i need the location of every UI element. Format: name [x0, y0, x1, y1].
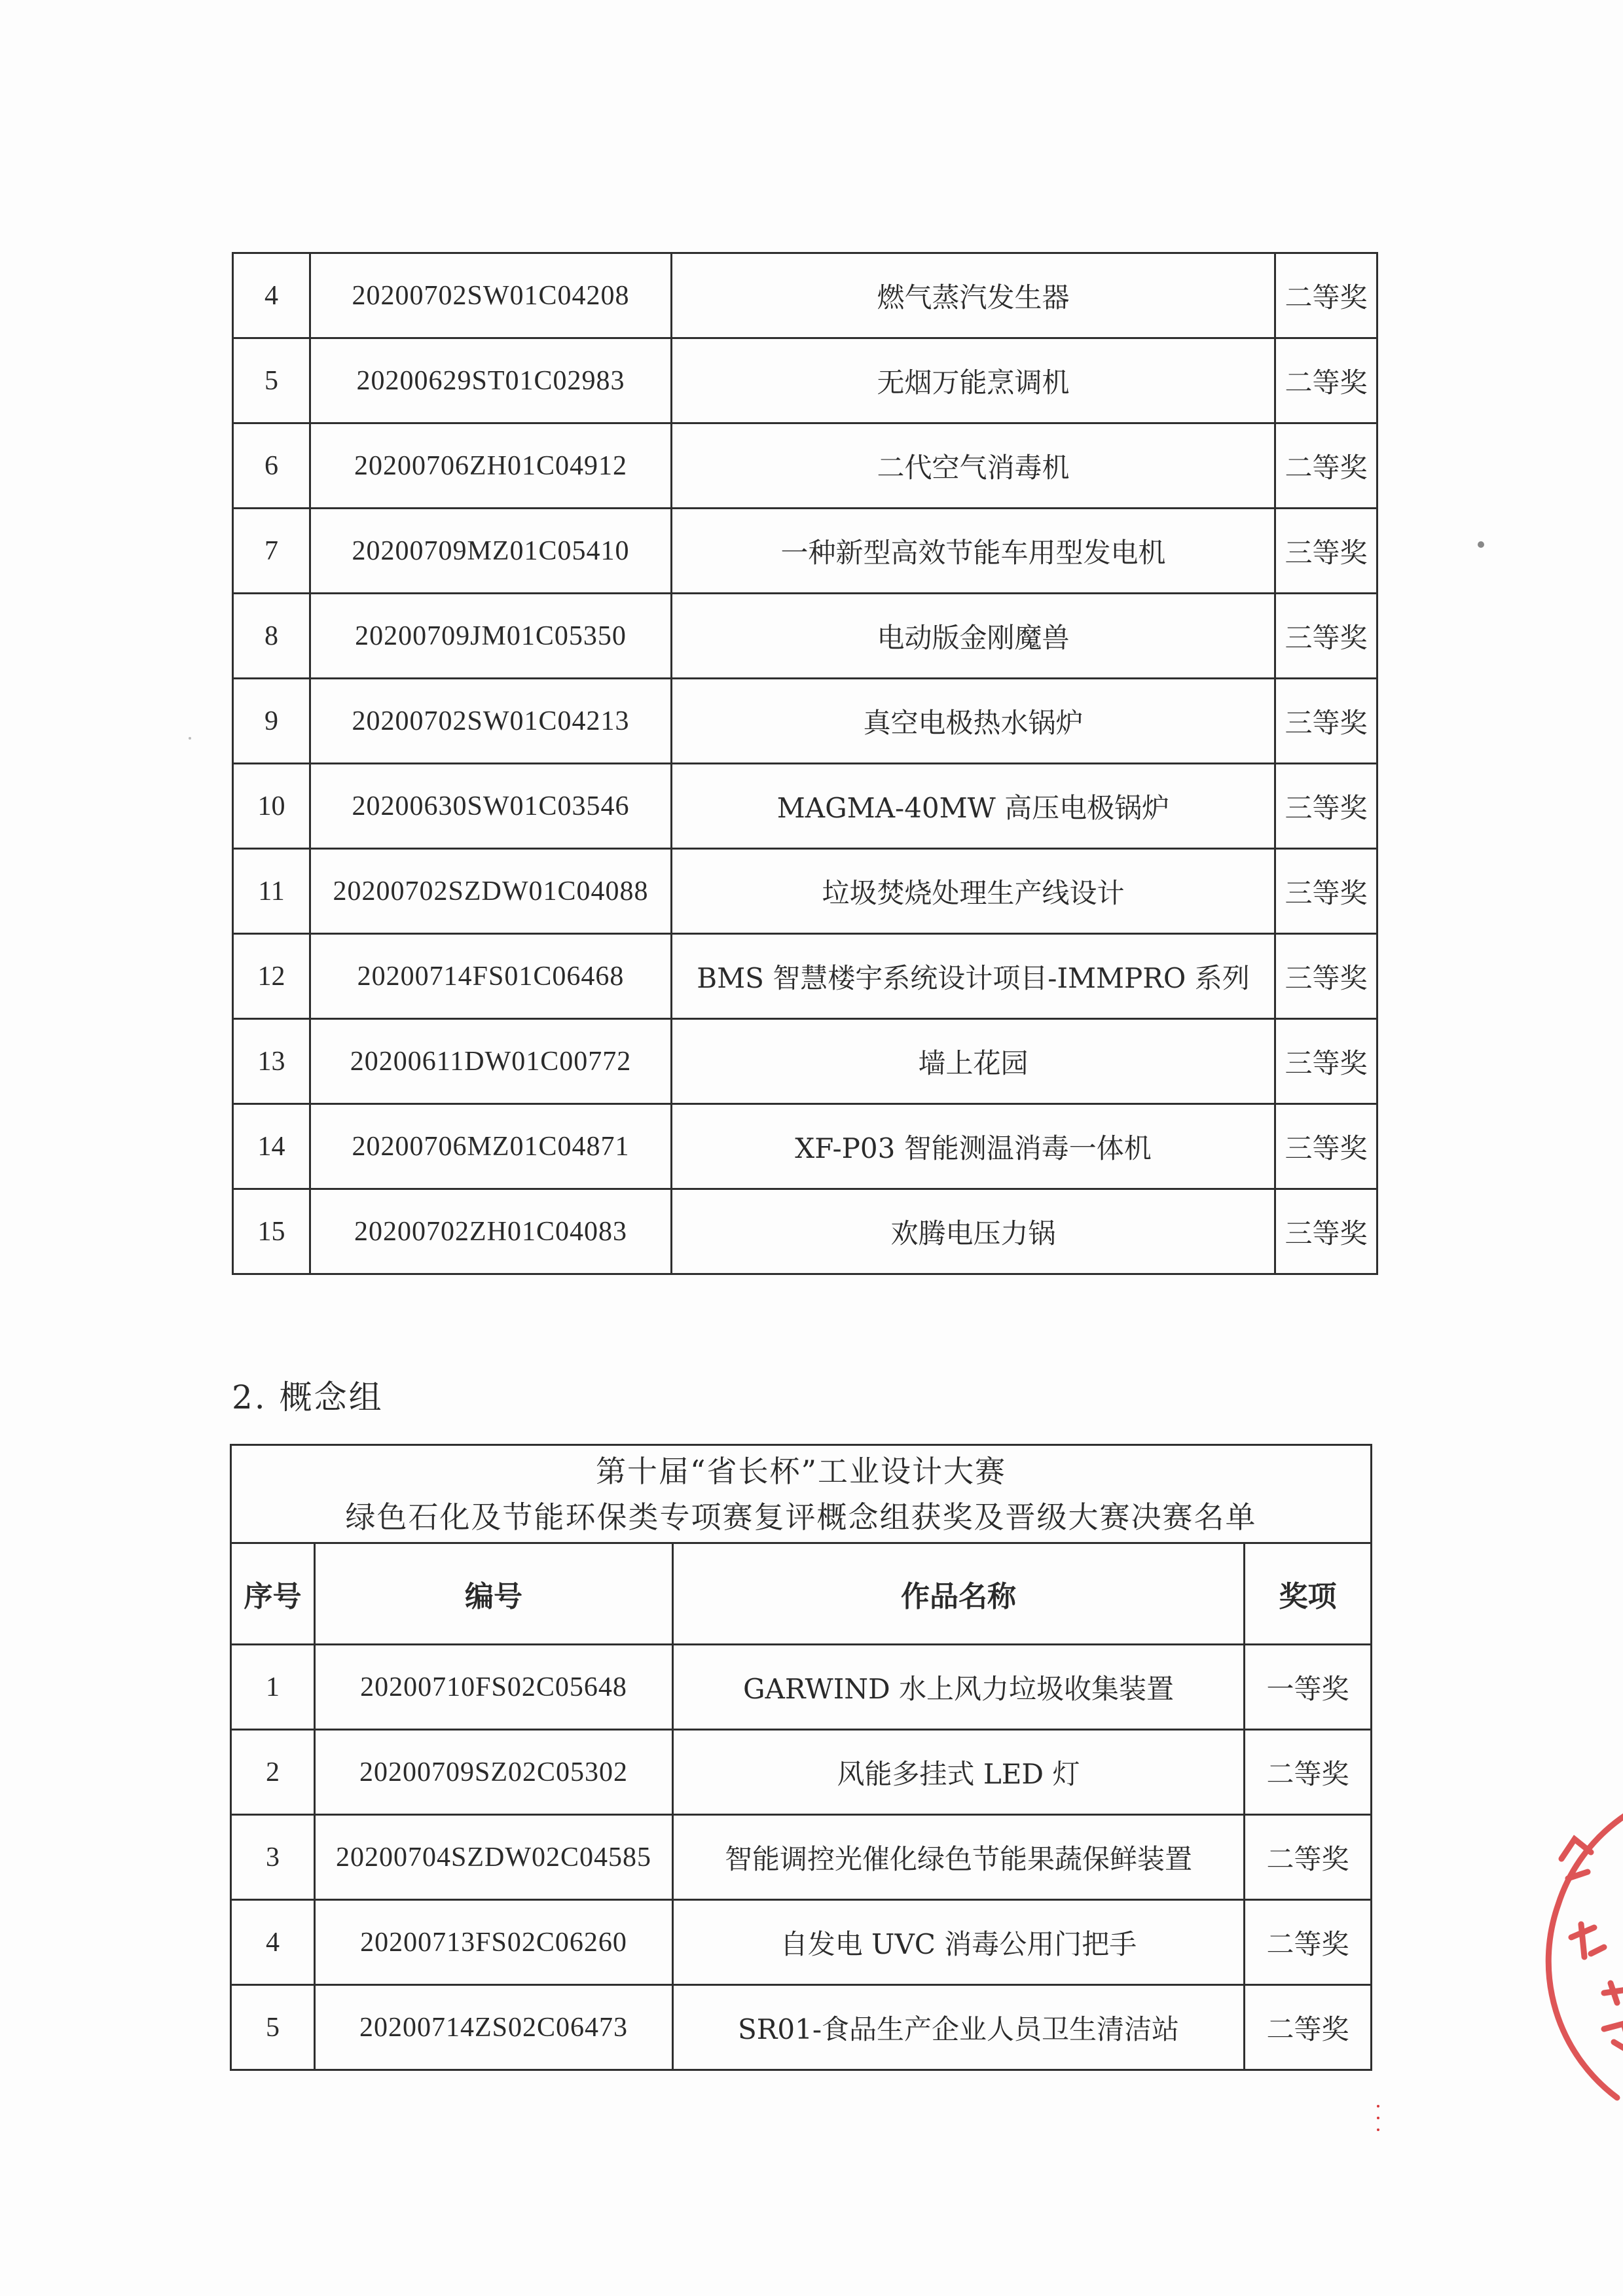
row-number: 14: [233, 1104, 310, 1189]
table-row: [233, 338, 1377, 423]
entry-code: 20200714ZS02C06473: [315, 1985, 673, 2070]
entry-name: 垃圾焚烧处理生产线设计: [672, 849, 1275, 934]
table-header-row: [231, 1543, 1372, 1645]
row-number: 3: [231, 1815, 315, 1900]
entry-code: 20200710FS02C05648: [315, 1645, 673, 1730]
entry-award: 二等奖: [1245, 1985, 1372, 2070]
entry-award: 二等奖: [1245, 1730, 1372, 1815]
row-number: 6: [233, 423, 310, 509]
row-number: 5: [233, 338, 310, 423]
entry-code: 20200702ZH01C04083: [310, 1189, 672, 1274]
row-number: 7: [233, 509, 310, 594]
entry-award: 二等奖: [1275, 423, 1377, 509]
row-number: 15: [233, 1189, 310, 1274]
entry-award: 三等奖: [1275, 934, 1377, 1019]
table-row: [233, 594, 1377, 679]
entry-code: 20200706MZ01C04871: [310, 1104, 672, 1189]
entry-code: 20200702SZDW01C04088: [310, 849, 672, 934]
row-number: 8: [233, 594, 310, 679]
entry-name: 真空电极热水锅炉: [672, 679, 1275, 764]
awards-table-body: [233, 253, 1377, 1274]
entry-award: 二等奖: [1275, 253, 1377, 338]
entry-code: 20200709MZ01C05410: [310, 509, 672, 594]
entry-award: 三等奖: [1275, 849, 1377, 934]
table-row: [233, 849, 1377, 934]
entry-code: 20200709SZ02C05302: [315, 1730, 673, 1815]
concept-group-awards-table: [230, 1444, 1372, 2071]
table-title-line-2: 绿色石化及节能环保类专项赛复评概念组获奖及晋级大赛决赛名单: [345, 1499, 1257, 1535]
row-number: 10: [233, 764, 310, 849]
row-number: 9: [233, 679, 310, 764]
entry-code: 20200706ZH01C04912: [310, 423, 672, 509]
entry-name: 一种新型高效节能车用型发电机: [672, 509, 1275, 594]
table-title-line-1: 第十届“省长杯”工业设计大赛: [595, 1453, 1007, 1489]
entry-code: 20200702SW01C04213: [310, 679, 672, 764]
table-row: [231, 1815, 1372, 1900]
entry-code: 20200714FS01C06468: [310, 934, 672, 1019]
entry-name: 燃气蒸汽发生器: [672, 253, 1275, 338]
row-number: 12: [233, 934, 310, 1019]
table-row: [233, 679, 1377, 764]
entry-award: 三等奖: [1275, 594, 1377, 679]
entry-code: 20200702SW01C04208: [310, 253, 672, 338]
entry-award: 三等奖: [1275, 679, 1377, 764]
table-row: [231, 1645, 1372, 1730]
table-title: [231, 1445, 1372, 1543]
entry-name: BMS 智慧楼宇系统设计项目-IMMPRO 系列: [672, 934, 1275, 1019]
header-award: 奖项: [1245, 1543, 1372, 1645]
entry-name: 风能多挂式 LED 灯: [673, 1730, 1245, 1815]
entry-award: 三等奖: [1275, 1019, 1377, 1104]
entry-code: 20200611DW01C00772: [310, 1019, 672, 1104]
entry-award: 二等奖: [1275, 338, 1377, 423]
row-number: 11: [233, 849, 310, 934]
row-number: 5: [231, 1985, 315, 2070]
table-row: [233, 253, 1377, 338]
entry-name: MAGMA-40MW 高压电极锅炉: [672, 764, 1275, 849]
entry-name: GARWIND 水上风力垃圾收集装置: [673, 1645, 1245, 1730]
entry-name: 墙上花园: [672, 1019, 1275, 1104]
row-number: 4: [231, 1900, 315, 1985]
entry-award: 三等奖: [1275, 1189, 1377, 1274]
table-row: [233, 934, 1377, 1019]
entry-award: 二等奖: [1245, 1815, 1372, 1900]
table-row: [231, 1730, 1372, 1815]
entry-code: 20200630SW01C03546: [310, 764, 672, 849]
table-row: [233, 1019, 1377, 1104]
table-row: [231, 1985, 1372, 2070]
entry-name: 自发电 UVC 消毒公用门把手: [673, 1900, 1245, 1985]
entry-award: 三等奖: [1275, 764, 1377, 849]
entry-name: 智能调控光催化绿色节能果蔬保鲜装置: [673, 1815, 1245, 1900]
table-row: [233, 423, 1377, 509]
entry-name: 二代空气消毒机: [672, 423, 1275, 509]
entry-award: 二等奖: [1245, 1900, 1372, 1985]
header-entry-name: 作品名称: [673, 1543, 1245, 1645]
row-number: 1: [231, 1645, 315, 1730]
entry-name: 电动版金刚魔兽: [672, 594, 1275, 679]
table-row: [233, 509, 1377, 594]
header-number: 序号: [231, 1543, 315, 1645]
official-seal-stamp: [1532, 1767, 1623, 2121]
awards-table-continued: [232, 252, 1378, 1275]
entry-name: 无烟万能烹调机: [672, 338, 1275, 423]
table-row: [231, 1900, 1372, 1985]
section-heading-concept-group: 2. 概念组: [232, 1378, 384, 1416]
entry-code: 20200709JM01C05350: [310, 594, 672, 679]
table-row: [233, 1104, 1377, 1189]
entry-award: 三等奖: [1275, 1104, 1377, 1189]
entry-code: 20200704SZDW02C04585: [315, 1815, 673, 1900]
row-number: 2: [231, 1730, 315, 1815]
table-title-row: [231, 1445, 1372, 1543]
entry-name: 欢腾电压力锅: [672, 1189, 1275, 1274]
entry-code: 20200629ST01C02983: [310, 338, 672, 423]
header-code: 编号: [315, 1543, 673, 1645]
entry-award: 三等奖: [1275, 509, 1377, 594]
table-row: [233, 764, 1377, 849]
row-number: 4: [233, 253, 310, 338]
entry-award: 一等奖: [1245, 1645, 1372, 1730]
table-row: [233, 1189, 1377, 1274]
concept-table-body: [231, 1445, 1372, 2070]
entry-code: 20200713FS02C06260: [315, 1900, 673, 1985]
row-number: 13: [233, 1019, 310, 1104]
entry-name: SR01-食品生产企业人员卫生清洁站: [673, 1985, 1245, 2070]
entry-name: XF-P03 智能测温消毒一体机: [672, 1104, 1275, 1189]
